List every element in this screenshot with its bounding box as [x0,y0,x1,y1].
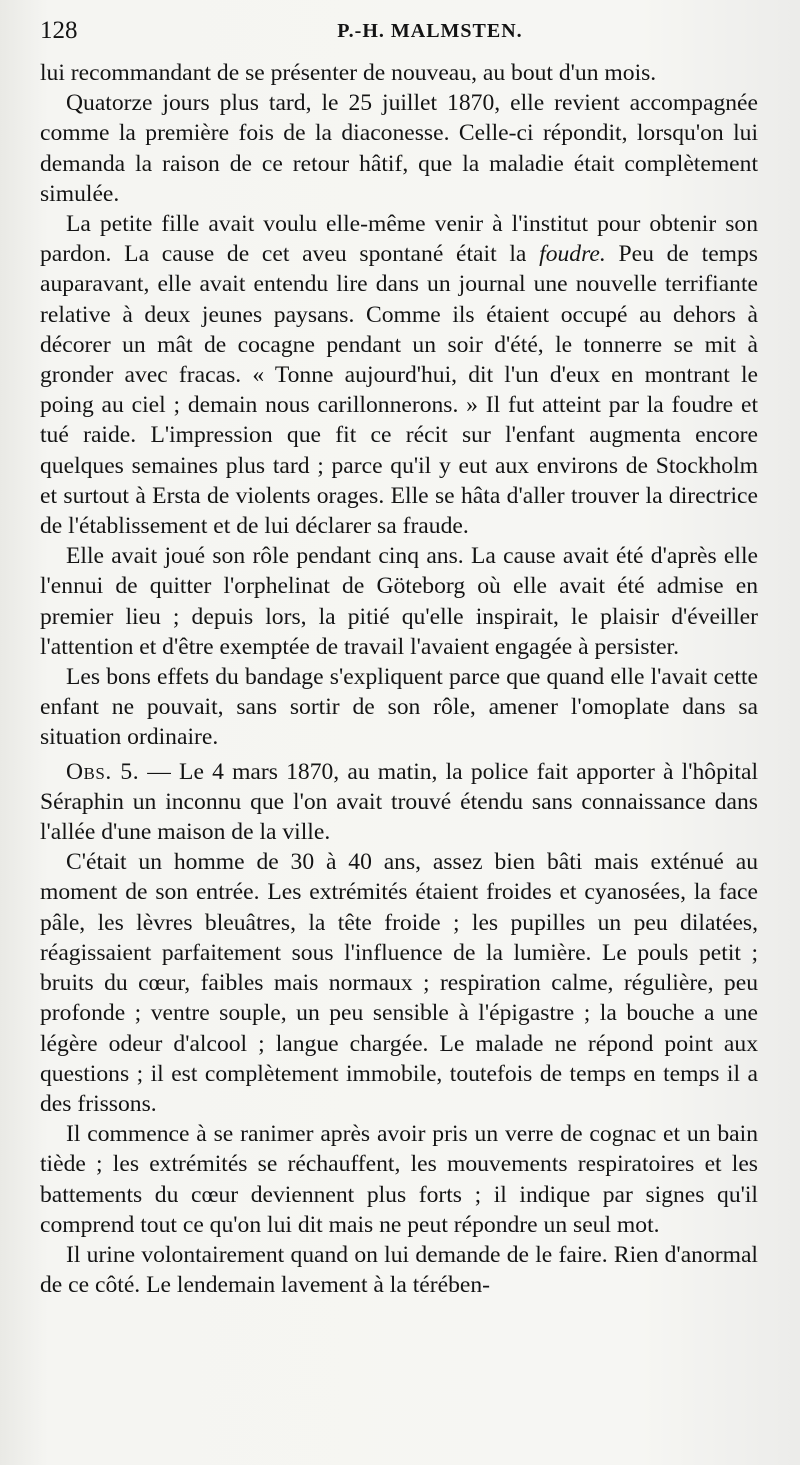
emphasized-word: foudre. [539,241,606,268]
observation-label: Obs. 5. [66,758,140,785]
page-header [40,14,780,48]
body-text [40,58,758,1300]
paragraph: Quatorze jours plus tard, le 25 juillet 1870, elle revient accompagnée comme la première fois de la diaconesse. Celle-ci répondit, lorsqu'on lui demanda la raison de ce retour hâtif, que la maladie était complètement simulée. [40,90,758,207]
page-number: 128 [40,17,78,44]
paragraph-text: Peu de temps auparavant, elle avait entendu lire dans un journal une nouvelle terrifiante relative à deux jeunes paysans. Comme ils étaient occupé au dehors à décorer un mât de cocagne pendant un soir d'été, le tonnerre se mit à gronder avec fracas. « Tonne aujourd'hui, dit l'un d'eux en montrant le poing au ciel ; demain nous carillonnerons. » Il fut atteint par la foudre et tué raide. L'impression que fit ce récit sur l'enfant augmenta encore quelques semaines plus tard ; parce qu'il y eut aux environs de Stockholm et surtout à Ersta de violents orages. Elle se hâta d'aller trouver la directrice de l'établissement et de lui déclarer sa fraude. [40,241,758,540]
paragraph: Il commence à se ranimer après avoir pris un verre de cognac et un bain tiède ; les extrémités se réchauffent, les mouvements respiratoires et les battements du cœur deviennent plus forts ; il indique par signes qu'il comprend tout ce qu'on lui dit mais ne peut répondre un seul mot. [40,1121,758,1238]
paragraph-text: La petite fille avait voulu elle-même venir à l'institut pour obtenir son pardon. La cause de cet aveu spontané était la [40,211,758,268]
paragraph-continuation: lui recommandant de se présenter de nouveau, au bout d'un mois. [40,60,657,86]
paragraph: Les bons effets du bandage s'expliquent parce que quand elle l'avait cette enfant ne pouvait, sans sortir de son rôle, amener l'omoplate dans sa situation ordinaire. [40,664,758,751]
paragraph [40,209,758,541]
paragraph: C'était un homme de 30 à 40 ans, assez bien bâti mais exténué au moment de son entrée. Les extrémités étaient froides et cyanosées, la face pâle, les lèvres bleuâtres, la tête froide ; les pupilles un peu dilatées, réagissaient parfaitement sous l'influence de la lumière. Le pouls petit ; bruits du cœur, faibles mais normaux ; respiration calme, régulière, peu profonde ; ventre souple, un peu sensible à l'épigastre ; la bouche a une légère odeur d'alcool ; langue chargée. Le malade ne répond point aux questions ; il est complètement immobile, toutefois de temps en temps il a des frissons. [40,849,758,1117]
running-head: P.-H. MALMSTEN. [337,20,523,42]
paragraph: Elle avait joué son rôle pendant cinq ans. La cause avait été d'après elle l'ennui de quitter l'orphelinat de Göteborg où elle avait été admise en premier lieu ; depuis lors, la pitié qu'elle inspirait, le plaisir d'éveiller l'attention et d'être exemptée de travail l'avaient engagée à persister. [40,543,758,660]
paragraph-text: — Le 4 mars 1870, au matin, la police fait apporter à l'hôpital Séraphin un inconnu que l'on avait trouvé étendu sans connaissance dans l'allée d'une maison de la ville. [40,758,759,846]
observation-paragraph [40,757,758,848]
paragraph: Il urine volontairement quand on lui demande de le faire. Rien d'anormal de ce côté. Le lendemain lavement à la térében- [40,1241,758,1299]
